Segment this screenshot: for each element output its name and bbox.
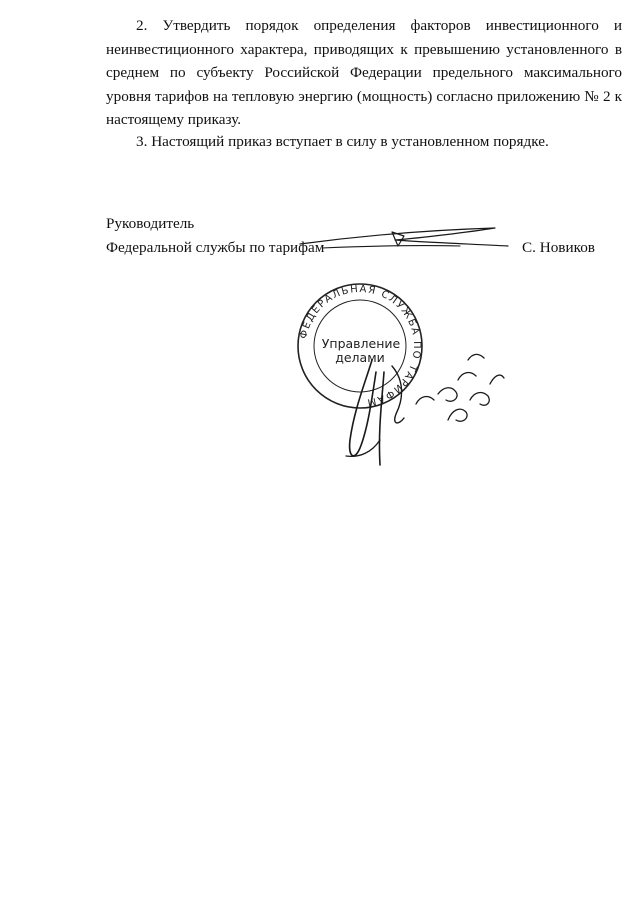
stamp-center-line1: Управление <box>321 336 401 351</box>
official-stamp <box>298 284 422 408</box>
stamp-center-line2: делами <box>335 350 385 365</box>
stamp-ring-text: ФЕДЕРАЛЬНАЯ СЛУЖБА ПО ТАРИФАМ <box>298 283 423 408</box>
paragraph-2: 2. Утвердить порядок определения факторов инвестиционного и неинвестиционного характера, приводящих к превышению установленного в среднем по субъекту Российской Федерации предельного максимального уровня тарифов на тепловую энергию (мощность) согласно приложению № 2 к настоящему приказу. <box>106 17 622 129</box>
signature-scribble <box>300 228 508 248</box>
signatory-title-line2: Федеральной службы по тарифам <box>106 238 325 256</box>
handwritten-certification <box>346 354 504 465</box>
signatory-title-line1: Руководитель <box>106 215 195 232</box>
paragraph-3: 3. Настоящий приказ вступает в силу в установленном порядке. <box>136 133 549 150</box>
signatory-name: С. Новиков <box>522 239 595 256</box>
